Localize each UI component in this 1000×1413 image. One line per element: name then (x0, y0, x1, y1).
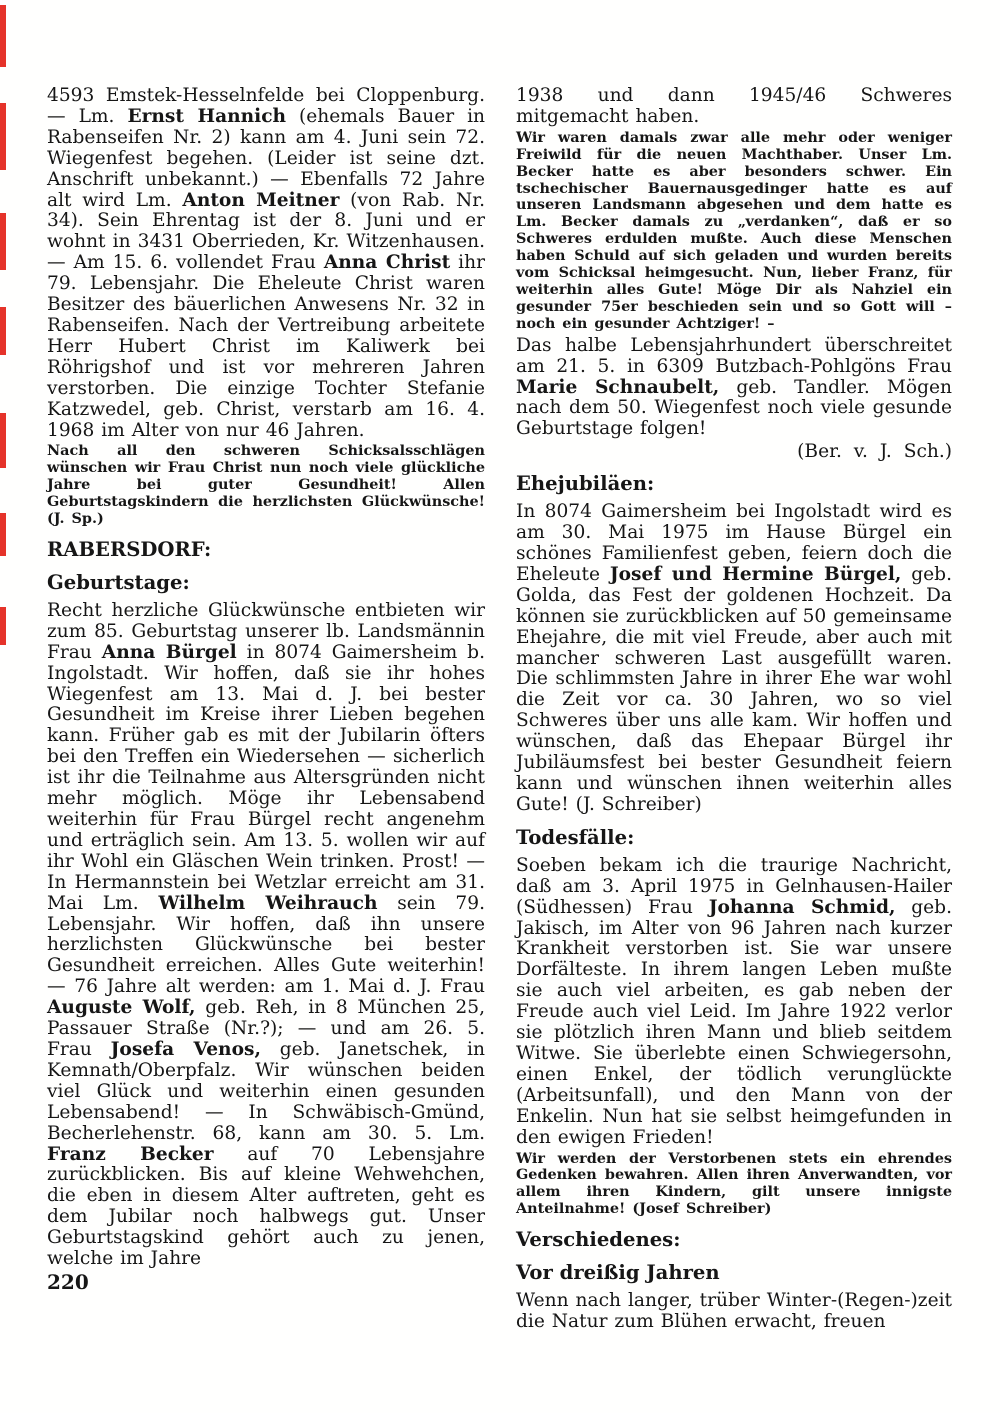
page-number: 220 (47, 1270, 89, 1294)
right-text-column (516, 86, 952, 1333)
small-print-paragraph (516, 1151, 952, 1219)
bold-name-run: Josef und Hermine Bürgel, (609, 563, 902, 585)
small-print-paragraph (516, 130, 952, 333)
red-edge-mark (0, 213, 6, 270)
text-run: (von Rab. Nr. 34). Sein Ehrentag ist der 8. Juni und er wohnt in 3431 Oberrieden, Kr. Witzenhausen. — Am 15. 6. vollendet Frau (47, 189, 486, 274)
text-run: Wenn nach langer, trüber Winter-(Regen-)zeit die Natur zum Blühen erwacht, freuen (516, 1290, 952, 1333)
text-run: Recht herzliche Glückwünsche entbieten wir zum 85. Geburtstag unserer lb. Landsmännin Frau (47, 599, 485, 663)
red-edge-mark (0, 513, 6, 556)
text-run: Nach all den schweren Schicksalsschlägen wünschen wir Frau Christ nun noch viele glückliche Jahre bei guter Gesundheit! Allen Geburtstagskindern die herzlichsten Glückwünsche! (J. Sp.) (47, 442, 485, 528)
text-run: ihr 79. Lebensjahr. Die Eheleute Christ waren Besitzer des bäuerlichen Anwesens Nr. 32 in Rabenseifen. Nach der Vertreibung arbeitete Herr Hubert Christ im Kaliwerk bei Röhrigshof und ist vor mehreren Jahren verstorben. Die einzige Tochter Stefanie Katzwedel, geb. Christ, verstarb am 16. 4. 1968 im Alter von nur 46 Jahren. (47, 252, 485, 441)
left-text-column (47, 86, 485, 1270)
small-print-paragraph (47, 443, 485, 528)
bold-name-run: Marie Schnaubelt, (516, 376, 720, 398)
text-run: in 8074 Gaimersheim b. Ingolstadt. Wir hoffen, daß sie ihr hohes Wiegenfest am 13. Mai d. J. bei bester Gesundheit im Kreise ihrer Lieben begehen kann. Früher gab es mit der Jubilarin öfters bei den Treffen ein Wiedersehen — sicherlich ist ihr die Teilnahme aus Altersgründen nicht mehr möglich. Möge ihr Lebensabend weiterhin für Frau Bürgel recht angenehm und erträglich sein. Am 13. 5. wollen wir auf ihr Wohl ein Gläschen Wein trinken. Prost! — In Hermannstein bei Wetzlar erreicht am 31. Mai Lm. (47, 641, 485, 914)
body-paragraph (47, 86, 485, 441)
red-edge-mark (0, 607, 6, 645)
bold-name-run: Auguste Wolf, (47, 997, 196, 1019)
text-run: In 8074 Gaimersheim bei Ingolstadt wird es am 30. Mai 1975 im Hause Bürgel ein schönes Familienfest geben, feiern doch die Eheleute (516, 501, 952, 585)
text-run: 4593 Emstek-Hesselnfelde bei Cloppenburg. — Lm. (47, 85, 485, 127)
bold-name-run: Anna Bürgel (101, 641, 237, 663)
body-paragraph (516, 856, 952, 1149)
text-run: Das halbe Lebensjahrhundert überschreitet am 21. 5. in 6309 Butzbach-Pohlgöns Frau (516, 334, 952, 377)
section-heading: Vor dreißig Jahren (516, 1261, 720, 1285)
red-edge-mark (0, 307, 6, 355)
bold-name-run: Anna Christ (323, 252, 451, 274)
text-run: geb. Jakisch, im Alter von 96 Jahren nach kurzer Krankheit verstorben ist. Sie war unsere Dorfälteste. In ihrem langen Leben mußte sie auch viel arbeiten, es gab neben der Freude auch viel Leid. Im Jahre 1922 verlor sie plötzlich ihren Mann und blieb seitdem Witwe. Sie überlebte einen Schwiegersohn, einen Enkel, der tödlich verunglückte (Arbeitsunfall), und den Mann von der Enkelin. Nun hat sie selbst heimgefunden in den ewigen Frieden! (516, 896, 952, 1148)
red-edge-mark (0, 5, 6, 67)
section-heading: RABERSDORF: (47, 537, 212, 561)
section-heading: Todesfälle: (516, 825, 635, 849)
text-run: geb. Tandler. Mögen nach dem 50. Wiegenfest noch viele gesunde Geburtstage folgen! (516, 376, 952, 440)
text-run: Wir werden der Verstorbenen stets ein ehrendes Gedenken bewahren. Allen ihren Anverwandten, vor allem ihren Kindern, gilt unsere innigste Anteilnahme! (Josef Schreiber) (516, 1149, 952, 1218)
body-paragraph (516, 502, 952, 816)
bold-name-run: Anton Meitner (182, 189, 340, 211)
body-paragraph (516, 336, 952, 441)
section-heading: Ehejubiläen: (516, 472, 655, 496)
text-run: Wir waren damals zwar alle mehr oder weniger Freiwild für die neuen Machthaber. Unser Lm. Becker hatte es aber besonders schwer. Ein tschechischer Bauernausgedinger hatte es auf unseren Landsmann abgesehen und dem hatte es Lm. Becker damals zu „verdanken“, daß er so Schweres erdulden mußte. Auch diese Menschen haben Schuld auf sich geladen und wurden bereits vom Schicksal heimgesucht. Nun, lieber Franz, für weiterhin alles Gute! Möge Dir als Nahziel ein gesunder 75er beschieden sein und so Gott will – noch ein gesunder Achtziger! – (516, 128, 952, 332)
bold-name-run: Franz Becker (47, 1143, 214, 1165)
body-paragraph (516, 86, 952, 128)
text-run: sein 79. Lebensjahr. Wir hoffen, daß ihn unsere herzlichsten Glückwünsche bei bester Gesundheit erreichen. Alles Gute weiterhin! — 76 Jahre alt werden: am 1. Mai d. J. Frau (47, 892, 485, 998)
bold-name-run: Johanna Schmid, (708, 896, 896, 918)
text-run: Soeben bekam ich die traurige Nachricht, daß am 3. April 1975 in Gelnhausen-Hailer (Südhessen) Frau (516, 854, 952, 918)
section-heading: Verschiedenes: (516, 1228, 681, 1252)
body-paragraph (47, 601, 485, 1270)
text-run: auf 70 Lebensjahre zurückblicken. Bis auf kleine Wehwehchen, die eben in diesem Alter auftreten, geht es dem Jubilar noch halbwegs gut. Unser Geburtstagskind gehört auch zu jenen, welche im Jahre (47, 1143, 485, 1270)
bold-name-run: Wilhelm Weihrauch (158, 892, 378, 914)
byline: (Ber. v. J. Sch.) (797, 441, 952, 463)
red-edge-mark (0, 103, 6, 170)
body-paragraph (516, 1291, 952, 1333)
bold-name-run: Ernst Hannich (127, 105, 287, 127)
text-run: 1938 und dann 1945/46 Schweres mitgemacht haben. (516, 85, 952, 127)
text-run: geb. Janetschek, in Kemnath/Oberpfalz. Wir wünschen beiden viel Glück und weiterhin einen gesunden Lebensabend! — In Schwäbisch-Gmünd, Becherlehenstr. 68, kann am 30. 5. Lm. (47, 1038, 485, 1144)
red-edge-mark (0, 413, 6, 468)
section-heading: Geburtstage: (47, 570, 190, 594)
text-run: geb. Reh, in 8 München 25, Passauer Straße (Nr.?); — und am 26. 5. Frau (47, 997, 486, 1060)
text-run: (ehemals Bauer in Rabenseifen Nr. 2) kann am 4. Juni sein 72. Wiegenfest begehen. (Leider ist seine dzt. Anschrift unbekannt.) — Ebenfalls 72 Jahre alt wird Lm. (47, 105, 485, 211)
bold-name-run: Josefa Venos, (110, 1038, 261, 1060)
text-run: geb. Golda, das Fest der goldenen Hochzeit. Da können sie zurückblicken auf 50 gemeinsame Ehejahre, die mit viel Freude, aber auch mit mancher schweren Last ausgefüllt waren. Die schlimmsten Jahre in ihrer Ehe war wohl die Zeit vor ca. 30 Jahren, wo so viel Schweres über uns alle kam. Wir hoffen und wünschen, daß das Ehepaar Bürgel ihr Jubiläumsfest bei bester Gesundheit feiern kann und wünschen ihnen weiterhin alles Gute! (J. Schreiber) (516, 563, 952, 815)
